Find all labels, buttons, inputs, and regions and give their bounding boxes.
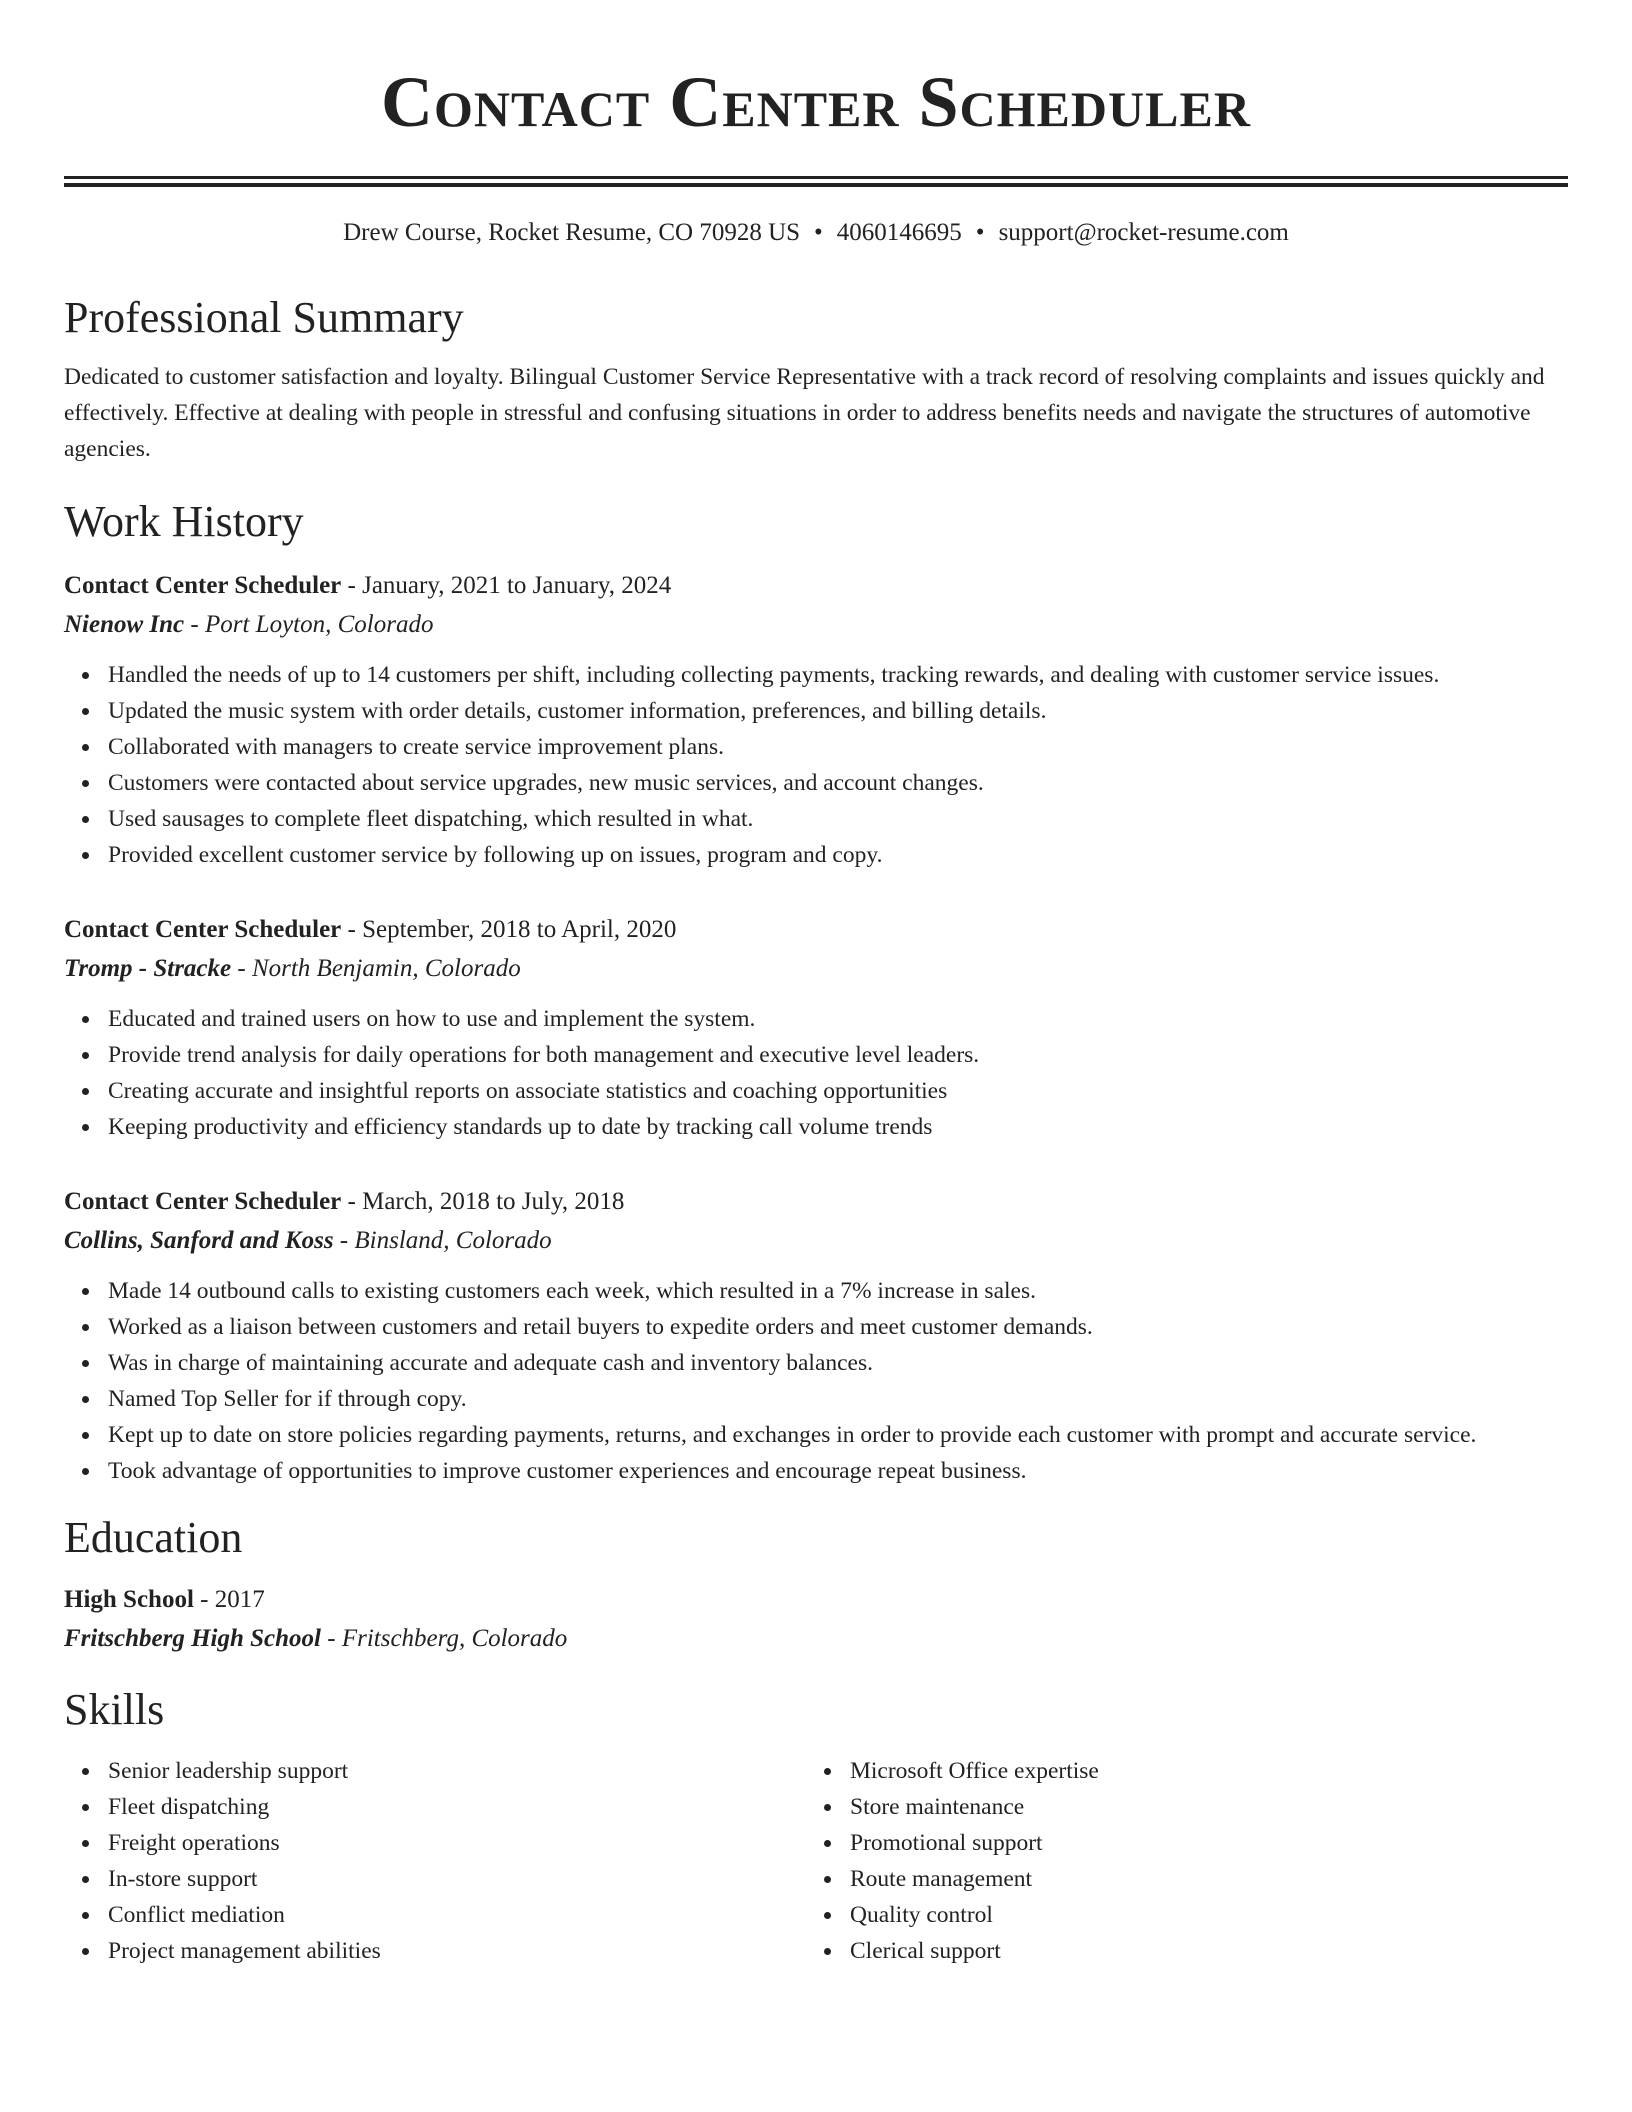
job-title: Contact Center Scheduler (64, 1188, 342, 1215)
skill-item: Conflict mediation (108, 1897, 806, 1933)
skill-item: Microsoft Office expertise (850, 1753, 1548, 1789)
skills-heading: Skills (64, 1685, 165, 1734)
contact-line (64, 215, 1568, 251)
skill-item: Senior leadership support (108, 1753, 806, 1789)
job-company-line (64, 949, 1568, 989)
job-entry (64, 1183, 1568, 1489)
job-title-line (64, 1183, 1568, 1221)
education-heading: Education (64, 1513, 243, 1562)
title-divider (64, 176, 1568, 187)
list-item: Worked as a liaison between customers and retail buyers to expedite orders and meet customer demands. (108, 1309, 1568, 1345)
education-entry (64, 1581, 1568, 1659)
list-item: Collaborated with managers to create service improvement plans. (108, 729, 1568, 765)
contact-phone: 4060146695 (836, 219, 962, 246)
list-item: Kept up to date on store policies regarding payments, returns, and exchanges in order to provide each customer with prompt and accurate service. (108, 1417, 1568, 1453)
skills-columns (64, 1753, 1568, 1969)
skill-item: Clerical support (850, 1933, 1548, 1969)
job-dates: - September, 2018 to April, 2020 (341, 916, 677, 943)
job-dates: - January, 2021 to January, 2024 (341, 572, 672, 599)
job-title-line (64, 911, 1568, 949)
contact-separator: • (975, 219, 985, 246)
job-dates: - March, 2018 to July, 2018 (341, 1188, 625, 1215)
list-item: Used sausages to complete fleet dispatching, which resulted in what. (108, 801, 1568, 837)
skills-list-right (806, 1753, 1548, 1969)
school-location: - Fritschberg, Colorado (321, 1625, 568, 1652)
job-entry (64, 567, 1568, 873)
contact-email: support@rocket-resume.com (998, 219, 1289, 246)
list-item: Educated and trained users on how to use and implement the system. (108, 1001, 1568, 1037)
graduation-year: - 2017 (193, 1586, 265, 1613)
list-item: Customers were contacted about service upgrades, new music services, and account changes. (108, 765, 1568, 801)
skill-item: Quality control (850, 1897, 1548, 1933)
contact-address: Drew Course, Rocket Resume, CO 70928 US (343, 219, 801, 246)
job-bullets (64, 657, 1568, 873)
list-item: Updated the music system with order details, customer information, preferences, and billing details. (108, 693, 1568, 729)
skill-item: Project management abilities (108, 1933, 806, 1969)
job-company: Collins, Sanford and Koss (64, 1227, 334, 1254)
list-item: Named Top Seller for if through copy. (108, 1381, 1568, 1417)
degree-line (64, 1581, 1568, 1619)
list-item: Keeping productivity and efficiency standards up to date by tracking call volume trends (108, 1109, 1568, 1145)
school-line (64, 1619, 1568, 1659)
job-location: - North Benjamin, Colorado (231, 955, 521, 982)
skill-item: Freight operations (108, 1825, 806, 1861)
skill-item: In-store support (108, 1861, 806, 1897)
work-history-heading: Work History (64, 497, 304, 546)
summary-text: Dedicated to customer satisfaction and loyalty. Bilingual Customer Service Representative with a track record of resolving complaints and issues quickly and effectively. Effective at dealing with people in stressful and confusing situations in order to address benefits needs and navigate the structures of automotive agencies. (64, 364, 1545, 462)
list-item: Provide trend analysis for daily operations for both management and executive level leaders. (108, 1037, 1568, 1073)
job-company: Nienow Inc (64, 611, 185, 638)
job-entry (64, 911, 1568, 1145)
job-company: Tromp - Stracke (64, 955, 232, 982)
skills-list-left (64, 1753, 806, 1969)
list-item: Took advantage of opportunities to improve customer experiences and encourage repeat business. (108, 1453, 1568, 1489)
skill-item: Route management (850, 1861, 1548, 1897)
job-location: - Port Loyton, Colorado (184, 611, 434, 638)
job-company-line (64, 605, 1568, 645)
list-item: Handled the needs of up to 14 customers per shift, including collecting payments, tracking rewards, and dealing with customer service issues. (108, 657, 1568, 693)
degree: High School (64, 1586, 194, 1613)
job-company-line (64, 1221, 1568, 1261)
resume-title: Contact Center Scheduler (381, 62, 1251, 142)
list-item: Was in charge of maintaining accurate and adequate cash and inventory balances. (108, 1345, 1568, 1381)
job-title-line (64, 567, 1568, 605)
job-location: - Binsland, Colorado (333, 1227, 552, 1254)
list-item: Creating accurate and insightful reports on associate statistics and coaching opportunities (108, 1073, 1568, 1109)
contact-separator: • (814, 219, 823, 246)
skill-item: Promotional support (850, 1825, 1548, 1861)
skill-item: Store maintenance (850, 1789, 1548, 1825)
list-item: Provided excellent customer service by following up on issues, program and copy. (108, 837, 1568, 873)
skill-item: Fleet dispatching (108, 1789, 806, 1825)
job-bullets (64, 1273, 1568, 1489)
school-name: Fritschberg High School (64, 1625, 321, 1652)
job-title: Contact Center Scheduler (64, 572, 342, 599)
summary-heading: Professional Summary (64, 293, 464, 342)
job-title: Contact Center Scheduler (64, 916, 342, 943)
job-bullets (64, 1001, 1568, 1145)
list-item: Made 14 outbound calls to existing customers each week, which resulted in a 7% increase in sales. (108, 1273, 1568, 1309)
